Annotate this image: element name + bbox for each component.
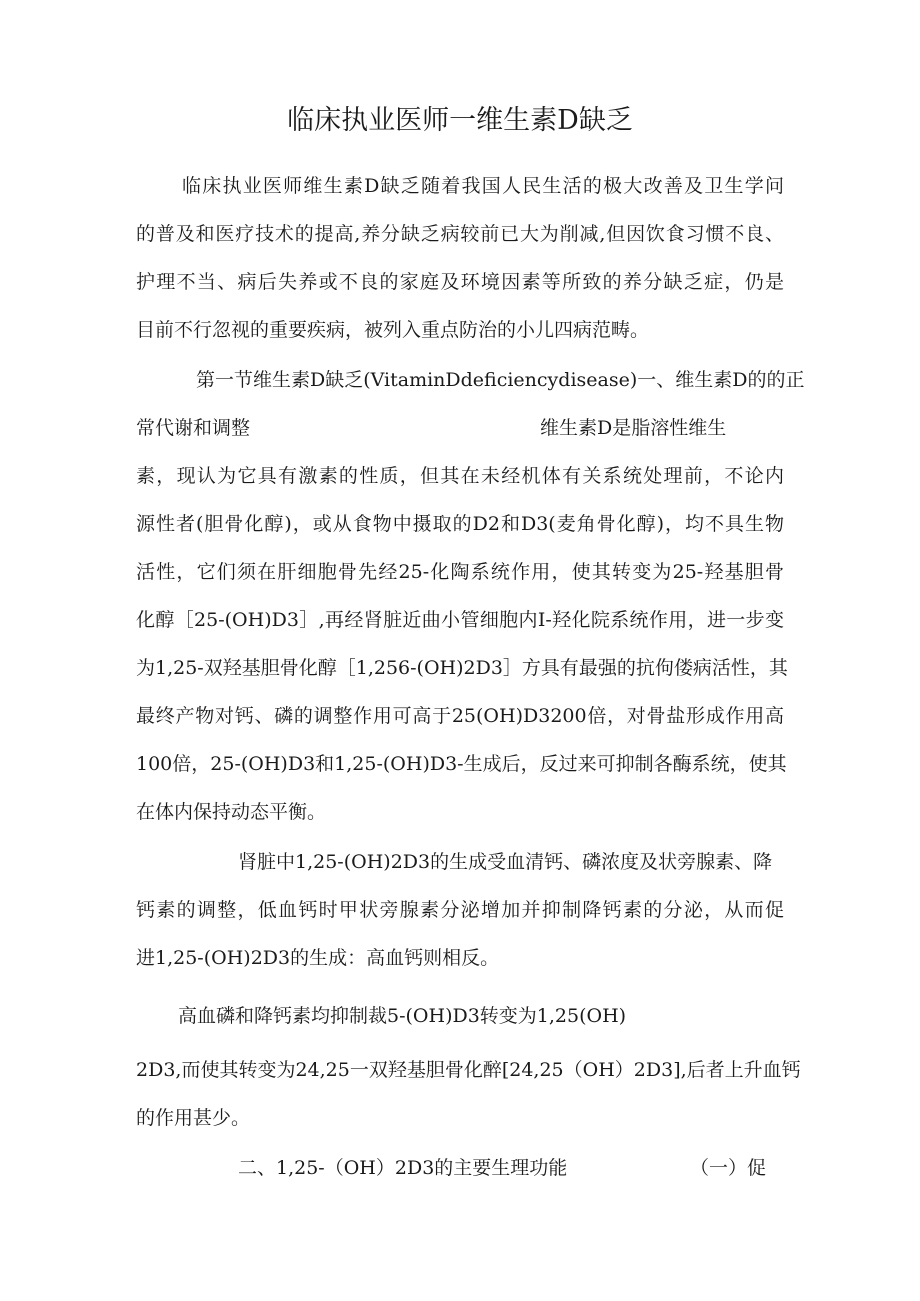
paragraph-line-fragment: 维生素D是脂溶性维生 xyxy=(540,417,727,439)
paragraph-line: 为1,25-双羟基胆骨化醇［1,256-(OH)2D3］方具有最强的抗佝偻病活性，其 xyxy=(136,657,788,679)
paragraph-line: 肾脏中1,25-(OH)2D3的生成受血清钙、磷浓度及状旁腺素、降 xyxy=(238,851,773,873)
paragraph-line: 最终产物对钙、磷的调整作用可高于25(OH)D3200倍，对骨盐形成作用高 xyxy=(136,705,784,727)
section-heading-line: 第一节维生素D缺乏(VitaminDdeficiencydisease)一、维生素D的的正 xyxy=(196,369,805,391)
paragraph-line: 高血磷和降钙素均抑制裁5-(OH)D3转变为1,25(OH) xyxy=(178,1005,627,1027)
paragraph-line: 的普及和医疗技术的提高,养分缺乏病较前已大为削减,但因饮食习惯不良、 xyxy=(136,223,784,245)
paragraph-line: 源性者(胆骨化醇)，或从食物中摄取的D2和D3(麦角骨化醇)，均不具生物 xyxy=(136,513,784,535)
paragraph-line: 进1,25-(OH)2D3的生成：高血钙则相反。 xyxy=(136,947,500,969)
paragraph-line: 临床执业医师维生素D缺乏随着我国人民生活的极大改善及卫生学问 xyxy=(182,175,784,197)
section-heading-line: 二、1,25-（OH）2D3的主要生理功能 xyxy=(238,1157,568,1179)
paragraph-line: 素，现认为它具有激素的性质，但其在未经机体有关系统处理前，不论内 xyxy=(136,465,784,487)
paragraph-line: 在体内保持动态平衡。 xyxy=(136,801,327,823)
document-title: 临床执业医师一维生素D缺乏 xyxy=(287,105,633,136)
paragraph-line: 100倍，25-(OH)D3和1,25-(OH)D3-生成后，反过来可抑制各酶系统，使其 xyxy=(136,753,787,775)
paragraph-line: 目前不行忽视的重要疾病，被列入重点防治的小儿四病范畴。 xyxy=(136,319,650,341)
paragraph-line: 护理不当、病后失养或不良的家庭及环境因素等所致的养分缺乏症，仍是 xyxy=(136,271,784,293)
section-heading-line: 常代谢和调整 xyxy=(136,417,251,439)
subsection-heading-fragment: （一）促 xyxy=(690,1157,767,1179)
paragraph-line: 活性，它们须在肝细胞骨先经25-化陶系统作用，使其转变为25-羟基胆骨 xyxy=(136,561,784,583)
paragraph-line: 的作用甚少。 xyxy=(136,1107,251,1129)
paragraph-line: 钙素的调整，低血钙时甲状旁腺素分泌增加并抑制降钙素的分泌，从而促 xyxy=(136,899,784,921)
paragraph-line: 2D3,而使其转变为24,25一双羟基胆骨化醉[24,25（OH）2D3],后者上升血钙 xyxy=(136,1059,801,1081)
paragraph-line: 化醇［25-(OH)D3］,再经肾脏近曲小管细胞内I-羟化院系统作用，进一步变 xyxy=(136,609,784,631)
